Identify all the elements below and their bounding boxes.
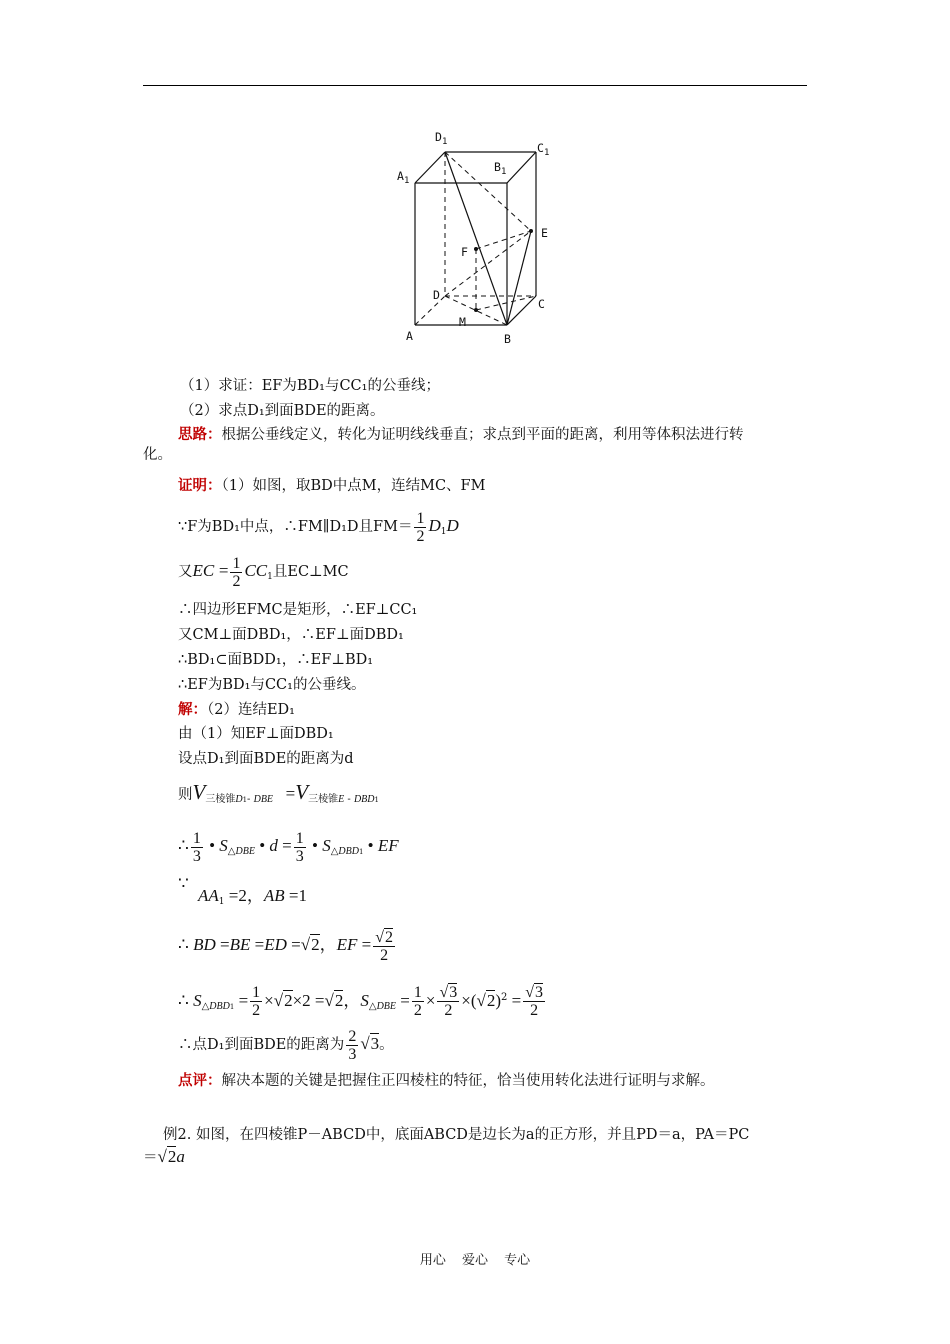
dianping-paragraph (178, 1071, 715, 1091)
question-1: （1）求证：EF为BD₁与CC₁的公垂线； (180, 378, 440, 394)
label-f: F (461, 245, 468, 259)
point-e (529, 229, 533, 233)
proof-line-1: ∵F为BD₁中点，∴FM∥D₁D且FM＝ $\frac{1}{2}$ $D_1D$ (178, 509, 459, 545)
proof-label: 证明： (178, 477, 222, 494)
label-c1: $C_1$ (537, 141, 550, 158)
because-symbol: ∵ (178, 874, 189, 893)
proof-line-4: 又CM⊥面DBD₁，∴EF⊥面DBD₁ (178, 627, 404, 643)
line-d1e (445, 152, 531, 231)
proof-line-1-text: ∵F为BD₁中点，∴FM∥D₁D且FM＝ (178, 519, 413, 535)
question-2: （2）求点D₁到面BDE的距离。 (180, 403, 385, 419)
proof-line-2-you: 又 (178, 564, 193, 580)
point-m (474, 308, 478, 312)
label-d: D (433, 288, 440, 302)
line-fe (476, 231, 531, 249)
proof-line-2-text: 且EC⊥MC (272, 564, 349, 580)
dianping-label: 点评： (178, 1072, 222, 1089)
solution-line-2: 设点D₁到面BDE的距离为d (178, 751, 354, 767)
proof-heading (178, 476, 485, 496)
label-b: B (504, 332, 511, 346)
volume-equation: 则$V_{三棱锥D1- DBE} =V_{三棱锥E - DBD1}$ (178, 780, 379, 805)
point-f (474, 247, 478, 251)
label-m: M (459, 315, 466, 329)
solution-label: 解： (178, 701, 207, 718)
label-c: C (538, 297, 545, 311)
ze-word: 则 (178, 787, 193, 803)
label-a: A (406, 329, 413, 343)
example-2-line-1: 例2. 如图，在四棱锥P－ABCD中，底面ABCD是边长为a的正方形，并且PD＝a，PA＝PC (163, 1127, 750, 1143)
label-b1: $B_1$ (494, 160, 507, 177)
proof-line-5: ∴BD₁⊂面BDD₁，∴EF⊥BD₁ (178, 652, 374, 668)
edge-bc (507, 296, 536, 325)
example-2 (143, 1125, 807, 1170)
subscript-pyramid-1: 三棱锥 (205, 794, 236, 805)
silu-text: 根据公垂线定义，转化为证明线线垂直；求点到平面的距离，利用等体积法进行转 (221, 427, 744, 443)
line-be (507, 231, 531, 325)
line-d1b (445, 152, 507, 325)
proof-line-6: ∴EF为BD₁与CC₁的公垂线。 (178, 677, 366, 693)
silu-paragraph (143, 425, 807, 465)
given-lengths: $AA_1 =2$，AB =1 (198, 886, 307, 907)
solution-heading (178, 700, 295, 720)
distance-conclusion: ∴点D₁到面BDE的距离为 $\frac{2}{3}$ √3。 (178, 1027, 394, 1063)
solution-intro: （2）连结ED₁ (207, 702, 295, 718)
equation-lengths: ∴ BD =BE =ED =√2，EF = $\frac{√2}{2}$ (178, 928, 393, 964)
proof-line-3: ∴四边形EFMC是矩形，∴EF⊥CC₁ (178, 602, 418, 618)
edge-ad (415, 296, 445, 325)
example-2-line-2: ＝√2a (143, 1147, 185, 1166)
equation-volume-expand: ∴ $\frac{1}{3}$ • $S_{\triangle DBE}$ • d = $\frac{1}{3}$ • $S_{\triangle DBD1}$ • EF (178, 829, 399, 865)
edge-a1d1 (415, 152, 445, 183)
label-e: E (541, 226, 548, 240)
line-de (445, 231, 531, 296)
silu-label: 思路： (178, 426, 222, 443)
solution-line-1: 由（1）知EF⊥面DBD₁ (178, 726, 334, 742)
example-2-equals: ＝ (143, 1150, 158, 1166)
fraction-half: $\frac{1}{2}$ (232, 554, 241, 590)
page-footer: 用心 爱心 专心 (419, 1253, 531, 1268)
prism-figure (390, 125, 570, 350)
equation-areas: ∴ $S_{\triangle DBD1}$ = $\frac{1}{2}$ ×√2×2 =√2，$S_{\triangle DBE}$ = $\frac{1}{2}$ × $\frac{√3}{2}$ $\times(√2)^2$ = $\frac{√3}{2}$ (178, 984, 544, 1020)
proof-intro: （1）如图，取BD中点M，连结MC、FM (221, 478, 486, 494)
label-d1: $D_1$ (435, 130, 448, 147)
edge-c1b1 (507, 152, 536, 183)
line-mc (476, 296, 536, 310)
distance-text: ∴点D₁到面BDE的距离为 (178, 1037, 345, 1053)
fraction-half: $\frac{1}{2}$ (416, 509, 425, 545)
header-rule (143, 85, 807, 86)
silu-text-cont: 化。 (143, 447, 172, 463)
subscript-pyramid-2: 三棱锥 (308, 794, 339, 805)
proof-line-2: 又EC = $\frac{1}{2}$ $CC_1$且EC⊥MC (178, 554, 349, 590)
label-a1: $A_1$ (397, 169, 410, 186)
dianping-text: 解决本题的关键是把握住正四棱柱的特征，恰当使用转化法进行证明与求解。 (221, 1073, 715, 1089)
